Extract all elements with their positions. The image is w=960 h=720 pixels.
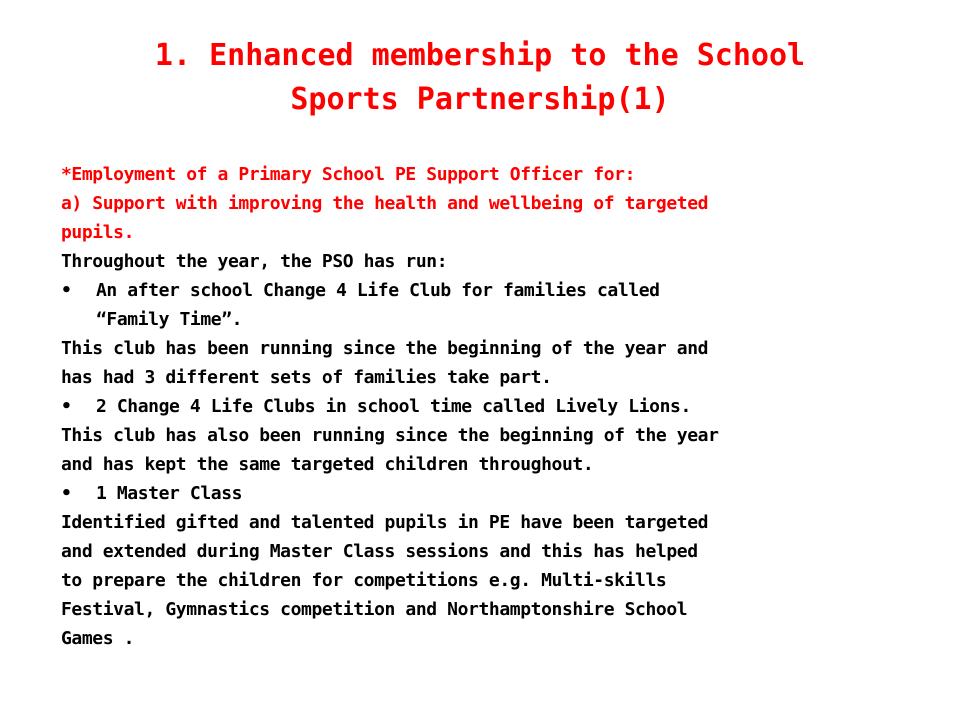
para-3-line-3: to prepare the children for competitions e.g. Multi-skills: [61, 570, 667, 591]
bullet-master-class-text: 1 Master Class: [96, 483, 243, 504]
bullet-master-class: [61, 479, 921, 508]
para-3-line-4: Festival, Gymnastics competition and Northamptonshire School: [61, 599, 688, 620]
bullet-lively-lions: [61, 392, 921, 421]
para-3-line-1: Identified gifted and talented pupils in PE have been targeted: [61, 512, 709, 533]
objective-a-line-1: a) Support with improving the health and wellbeing of targeted: [61, 193, 709, 214]
slide-title: [40, 34, 920, 122]
intro-text: Throughout the year, the PSO has run:: [61, 251, 448, 272]
para-3-line-5: Games .: [61, 628, 135, 649]
bullet-family-time: [61, 276, 921, 305]
bullet-family-time-line-2: “Family Time”.: [96, 309, 243, 330]
bullet-family-time-line-1: An after school Change 4 Life Club for families called: [96, 280, 660, 301]
slide-title-line-2: Sports Partnership(1): [290, 82, 670, 117]
bullet-icon: •: [61, 280, 72, 301]
employment-heading: *Employment of a Primary School PE Support Officer for:: [61, 164, 636, 185]
para-1-line-1: This club has been running since the beginning of the year and: [61, 338, 709, 359]
para-3-line-2: and extended during Master Class sessions and this has helped: [61, 541, 698, 562]
para-2-line-1: This club has also been running since the beginning of the year: [61, 425, 719, 446]
slide-title-line-1: 1. Enhanced membership to the School: [154, 38, 806, 73]
slide-body: [61, 160, 921, 653]
bullet-icon: •: [61, 396, 72, 417]
objective-a-line-2: pupils.: [61, 222, 135, 243]
bullet-icon: •: [61, 483, 72, 504]
para-1-line-2: has had 3 different sets of families take part.: [61, 367, 552, 388]
para-2-line-2: and has kept the same targeted children throughout.: [61, 454, 594, 475]
bullet-lively-lions-text: 2 Change 4 Life Clubs in school time called Lively Lions.: [96, 396, 691, 417]
